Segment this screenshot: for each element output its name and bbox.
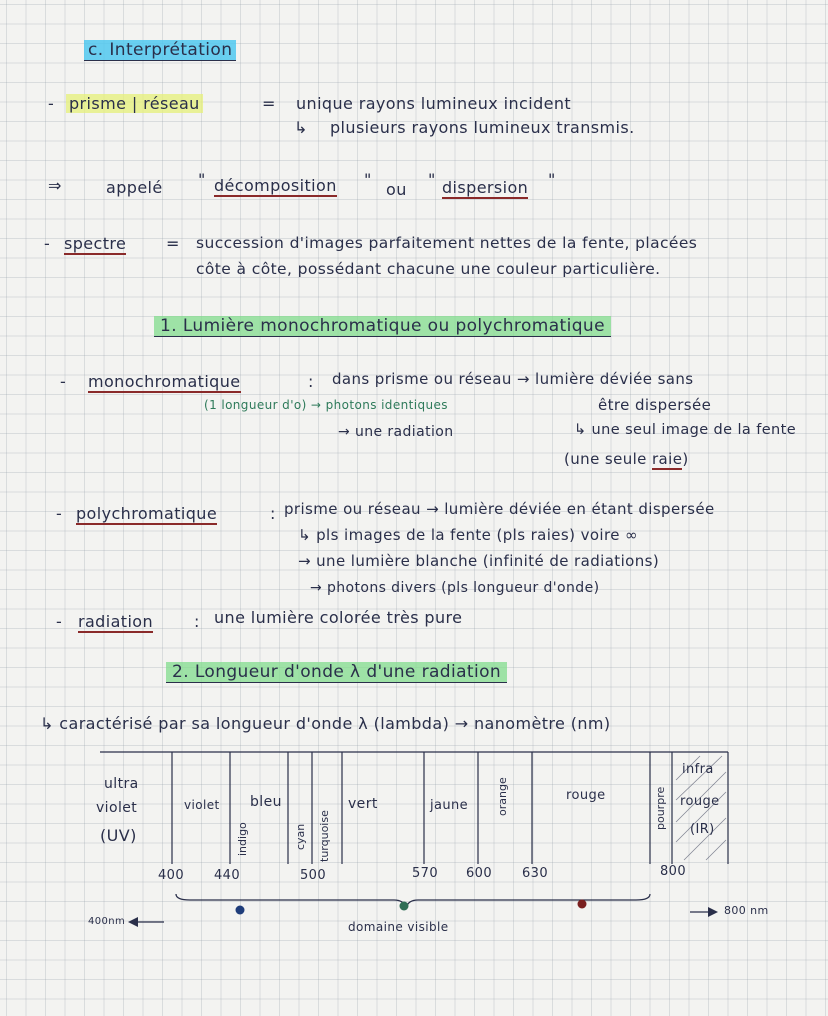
radiation-term: radiation xyxy=(78,612,154,631)
mono-note2: → une radiation xyxy=(338,424,454,440)
bullet: - xyxy=(60,372,67,391)
quote-mark: " xyxy=(198,170,206,189)
mono-right2: ↳ une seul image de la fente xyxy=(574,422,797,438)
section-1-title: 1. Lumière monochromatique ou polychromatique xyxy=(154,316,611,336)
mono-right1: être dispersée xyxy=(598,396,712,414)
uv-label-3: (UV) xyxy=(100,826,137,845)
ou-word: ou xyxy=(386,180,407,199)
tick-600: 600 xyxy=(466,866,493,881)
band-cyan: cyan xyxy=(294,823,307,850)
equals-sign: = xyxy=(166,234,180,253)
band-vert: vert xyxy=(348,796,378,812)
poly-line3: → une lumière blanche (infinité de radiations) xyxy=(298,552,660,570)
ir-label-3: (IR) xyxy=(690,822,715,837)
bullet: - xyxy=(56,504,63,523)
band-pourpre: pourpre xyxy=(654,786,667,830)
domaine-visible-label: domaine visible xyxy=(348,920,449,934)
tick-440: 440 xyxy=(214,868,241,883)
band-indigo: indigo xyxy=(236,822,249,856)
prisme-line1: unique rayons lumineux incident xyxy=(296,94,572,113)
bullet: - xyxy=(44,234,51,253)
raie-term: raie xyxy=(651,450,683,468)
band-orange: orange xyxy=(496,777,509,816)
section-c-title: c. Interprétation xyxy=(84,40,236,60)
dot-red xyxy=(578,900,587,909)
poly-line1: prisme ou réseau → lumière déviée en étant dispersée xyxy=(284,500,715,518)
caracterise-line: ↳ caractérisé par sa longueur d'onde λ (lambda) → nanomètre (nm) xyxy=(40,714,611,733)
ir-label-1: infra xyxy=(682,762,714,777)
spectre-line2: côte à côte, possédant chacune une couleur particulière. xyxy=(196,260,661,278)
radiation-def: une lumière colorée très pure xyxy=(214,608,463,627)
dot-blue xyxy=(236,906,245,915)
uv-label-1: ultra xyxy=(104,776,139,792)
colon: : xyxy=(194,612,200,631)
mono-term: monochromatique xyxy=(88,372,241,391)
band-jaune: jaune xyxy=(430,798,469,813)
tick-400: 400 xyxy=(158,868,185,883)
tick-800: 800 xyxy=(660,864,687,879)
equals-sign: = xyxy=(262,94,276,113)
poly-term: polychromatique xyxy=(76,504,218,523)
decomposition-term: décomposition xyxy=(214,176,337,195)
appele-word: appelé xyxy=(106,178,163,197)
mono-right3: (une seule raie) xyxy=(564,450,689,468)
quote-mark: " xyxy=(548,170,556,189)
tick-630: 630 xyxy=(522,866,549,881)
quote-mark: " xyxy=(428,170,436,189)
prisme-term: prisme | réseau xyxy=(66,94,203,113)
axis-right-label: 800 nm xyxy=(724,904,769,917)
spectre-line1: succession d'images parfaitement nettes de la fente, placées xyxy=(196,234,698,252)
implies-arrow-icon: ⇒ xyxy=(48,176,62,195)
colon: : xyxy=(308,372,314,391)
mono-note1: (1 longueur d'o) → photons identiques xyxy=(204,398,448,412)
uv-label-2: violet xyxy=(96,800,138,816)
colon: : xyxy=(270,504,276,523)
quote-mark: " xyxy=(364,170,372,189)
tick-570: 570 xyxy=(412,866,439,881)
dispersion-term: dispersion xyxy=(442,178,529,197)
bullet: - xyxy=(56,612,63,631)
band-bleu: bleu xyxy=(250,794,282,810)
mono-line1: dans prisme ou réseau → lumière déviée sans xyxy=(332,370,694,388)
ir-label-2: rouge xyxy=(680,794,720,809)
bullet: - xyxy=(48,94,55,113)
poly-line4: → photons divers (pls longueur d'onde) xyxy=(310,580,600,596)
band-violet: violet xyxy=(184,798,220,812)
axis-left-label: 400nm xyxy=(88,916,126,927)
hook-arrow-icon: ↳ xyxy=(294,118,308,137)
tick-500: 500 xyxy=(300,868,327,883)
band-rouge: rouge xyxy=(566,788,606,803)
poly-line2: ↳ pls images de la fente (pls raies) voire ∞ xyxy=(298,526,638,544)
section-2-title: 2. Longueur d'onde λ d'une radiation xyxy=(166,662,507,682)
band-turquoise: turquoise xyxy=(318,810,331,862)
dot-green xyxy=(400,902,409,911)
prisme-line2: plusieurs rayons lumineux transmis. xyxy=(330,118,635,137)
spectre-term: spectre xyxy=(64,234,127,253)
